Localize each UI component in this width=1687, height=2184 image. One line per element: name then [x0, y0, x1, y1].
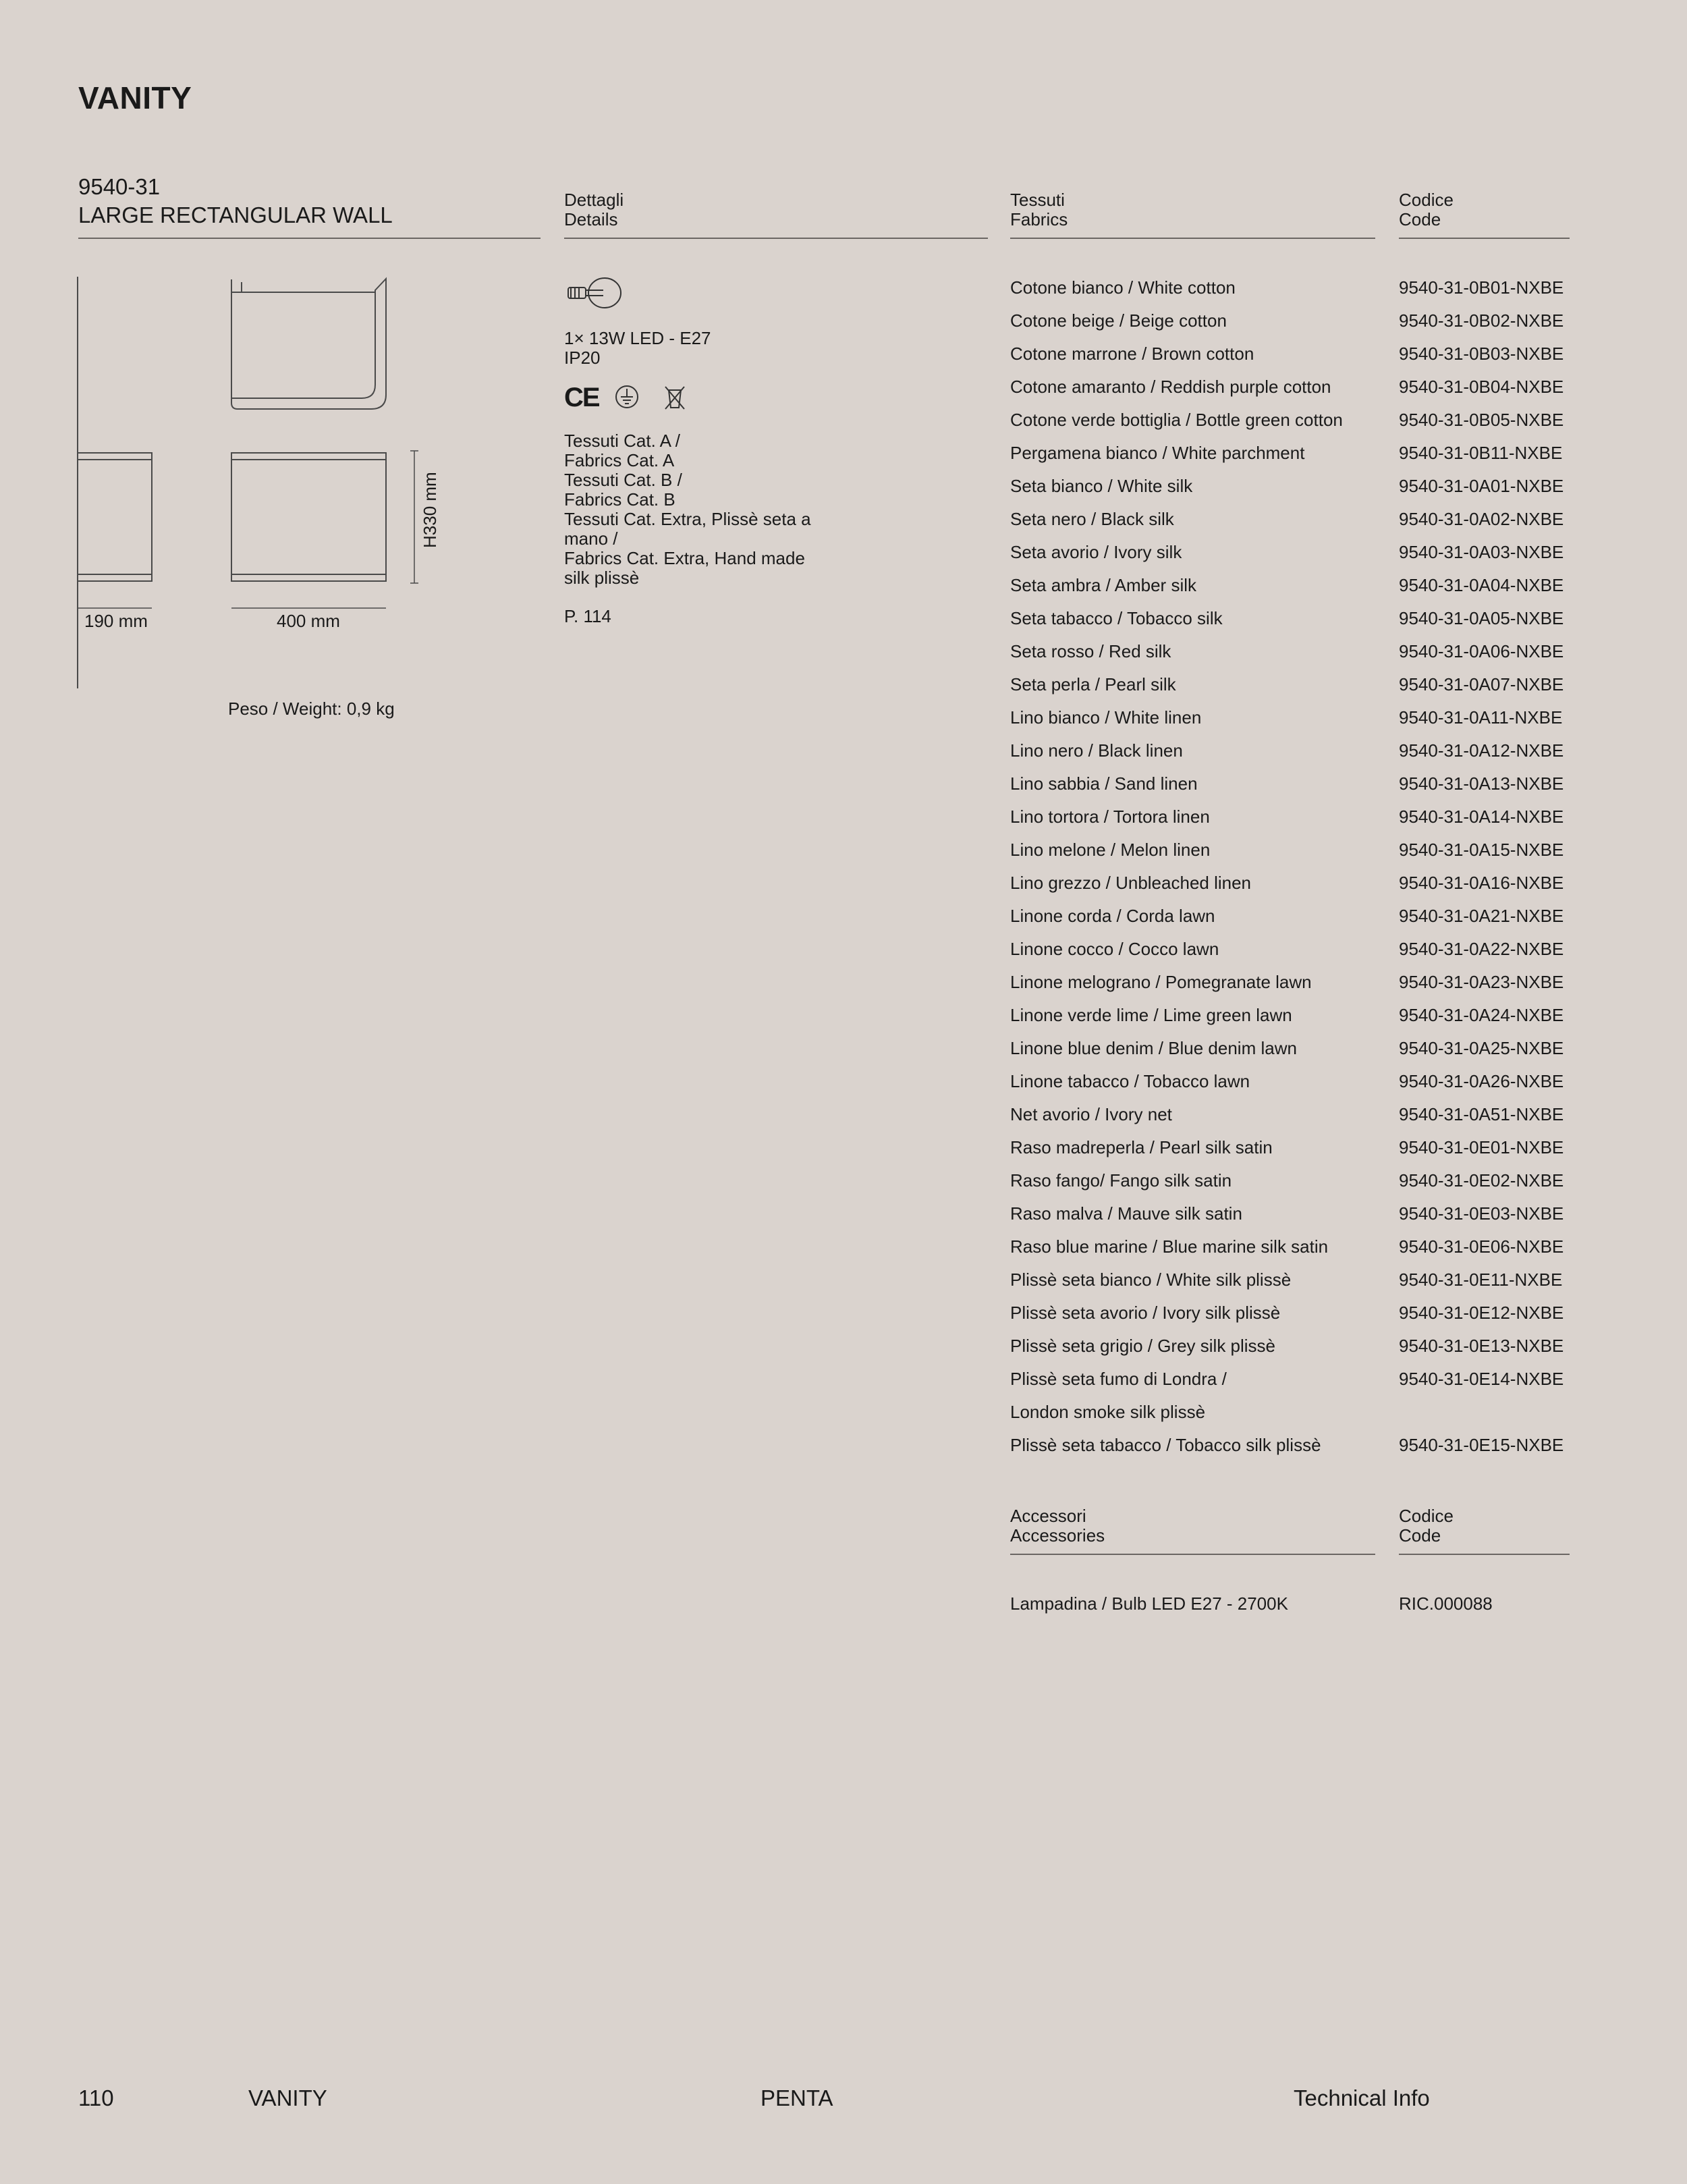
fabric-name: Seta nero / Black silk [1010, 509, 1174, 529]
fabric-code: 9540-31-0B05-NXBE [1399, 410, 1564, 430]
fabric-code: 9540-31-0A14-NXBE [1399, 807, 1564, 827]
fabric-name: Plissè seta fumo di Londra / [1010, 1369, 1227, 1389]
fabric-name: Net avorio / Ivory net [1010, 1104, 1172, 1124]
fabric-name: Lino grezzo / Unbleached linen [1010, 873, 1252, 893]
divider [1399, 1554, 1570, 1555]
fabric-code: 9540-31-0E06-NXBE [1399, 1236, 1564, 1257]
fabric-name: Raso blue marine / Blue marine silk satin [1010, 1236, 1329, 1257]
fabric-code: 9540-31-0E13-NXBE [1399, 1336, 1564, 1356]
height-dimension: H330 mm [420, 472, 440, 548]
fabric-code: 9540-31-0E15-NXBE [1399, 1435, 1564, 1455]
fabric-code: 9540-31-0A05-NXBE [1399, 608, 1564, 628]
fabric-code: 9540-31-0E14-NXBE [1399, 1369, 1564, 1389]
divider [1399, 238, 1570, 239]
fabric-code: 9540-31-0A23-NXBE [1399, 972, 1564, 992]
fabric-code: 9540-31-0B03-NXBE [1399, 344, 1564, 364]
accessories-header: Accessori Accessories [1010, 1506, 1105, 1546]
fabric-name: Pergamena bianco / White parchment [1010, 443, 1305, 463]
brand-title: VANITY [78, 80, 192, 115]
page-number: 110 [78, 2085, 114, 2110]
fabric-code: 9540-31-0A21-NXBE [1399, 906, 1564, 926]
fabric-name: Plissè seta avorio / Ivory silk plissè [1010, 1303, 1281, 1323]
fabric-name: Cotone beige / Beige cotton [1010, 310, 1227, 331]
accessory-name: Lampadina / Bulb LED E27 - 2700K [1010, 1593, 1288, 1614]
fabric-code: 9540-31-0E11-NXBE [1399, 1270, 1563, 1290]
fabric-code: 9540-31-0A12-NXBE [1399, 740, 1564, 761]
fabric-name: Raso madreperla / Pearl silk satin [1010, 1137, 1273, 1157]
fabric-categories: Tessuti Cat. A / Fabrics Cat. A Tessuti Cat. B / Fabrics Cat. B Tessuti Cat. Extra, Plissè seta a mano / Fabrics Cat. Extra, Hand made silk plissè [564, 431, 811, 588]
ground-icon [615, 385, 639, 409]
ce-mark-icon: CE [564, 383, 599, 412]
fabric-code: 9540-31-0A06-NXBE [1399, 641, 1564, 661]
bulb-icon [563, 275, 624, 309]
fabric-name: Raso fango/ Fango silk satin [1010, 1170, 1232, 1191]
model-code: 9540-31 [78, 174, 161, 199]
no-bin-icon [663, 385, 687, 410]
fabric-code: 9540-31-0A02-NXBE [1399, 509, 1564, 529]
fabric-code: 9540-31-0A22-NXBE [1399, 939, 1564, 959]
fabric-code: 9540-31-0A03-NXBE [1399, 542, 1564, 562]
fabric-code: 9540-31-0A01-NXBE [1399, 476, 1564, 496]
fabric-code: 9540-31-0A11-NXBE [1399, 707, 1563, 728]
fabric-code: 9540-31-0A04-NXBE [1399, 575, 1564, 595]
fabric-name: Seta rosso / Red silk [1010, 641, 1171, 661]
fabric-name: Lino sabbia / Sand linen [1010, 773, 1198, 794]
fabric-code: 9540-31-0E12-NXBE [1399, 1303, 1564, 1323]
fabric-name: Plissè seta bianco / White silk plissè [1010, 1270, 1292, 1290]
fabric-name: London smoke silk plissè [1010, 1402, 1206, 1422]
divider [1010, 238, 1375, 239]
fabric-name: Linone verde lime / Lime green lawn [1010, 1005, 1292, 1025]
fabric-code: 9540-31-0B02-NXBE [1399, 310, 1564, 331]
fabric-name: Seta tabacco / Tobacco silk [1010, 608, 1223, 628]
fabric-name: Linone blue denim / Blue denim lawn [1010, 1038, 1297, 1058]
details-header: Dettagli Details [564, 190, 624, 229]
fabric-code: 9540-31-0A13-NXBE [1399, 773, 1564, 794]
fabric-name: Lino tortora / Tortora linen [1010, 807, 1210, 827]
fabric-name: Plissè seta tabacco / Tobacco silk plissè [1010, 1435, 1321, 1455]
fabric-code: 9540-31-0B01-NXBE [1399, 277, 1564, 298]
fabric-code: 9540-31-0A07-NXBE [1399, 674, 1564, 694]
page-reference: P. 114 [564, 606, 611, 626]
fabric-name: Cotone marrone / Brown cotton [1010, 344, 1254, 364]
fabric-name: Lino melone / Melon linen [1010, 840, 1211, 860]
divider [1010, 1554, 1375, 1555]
depth-dimension: 190 mm [84, 611, 148, 631]
weight-label: Peso / Weight: 0,9 kg [228, 699, 395, 719]
model-name: LARGE RECTANGULAR WALL [78, 202, 393, 227]
divider [564, 238, 988, 239]
fabric-code: 9540-31-0A15-NXBE [1399, 840, 1564, 860]
fabric-name: Raso malva / Mauve silk satin [1010, 1203, 1242, 1224]
fabric-code: 9540-31-0A25-NXBE [1399, 1038, 1564, 1058]
fabric-name: Lino bianco / White linen [1010, 707, 1202, 728]
fabric-name: Linone cocco / Cocco lawn [1010, 939, 1219, 959]
footer-brand: PENTA [760, 2085, 833, 2110]
fabrics-header: Tessuti Fabrics [1010, 190, 1068, 229]
footer-collection: VANITY [248, 2085, 327, 2110]
product-drawing [0, 0, 472, 742]
code-header: Codice Code [1399, 190, 1454, 229]
fabric-name: Linone tabacco / Tobacco lawn [1010, 1071, 1250, 1091]
fabric-code: 9540-31-0A16-NXBE [1399, 873, 1564, 893]
fabric-code: 9540-31-0A24-NXBE [1399, 1005, 1564, 1025]
fabric-name: Cotone verde bottiglia / Bottle green cotton [1010, 410, 1343, 430]
width-dimension: 400 mm [277, 611, 340, 631]
accessories-code-header: Codice Code [1399, 1506, 1454, 1546]
accessory-code: RIC.000088 [1399, 1593, 1493, 1614]
fabric-code: 9540-31-0A51-NXBE [1399, 1104, 1564, 1124]
fabric-name: Seta bianco / White silk [1010, 476, 1193, 496]
fabric-code: 9540-31-0E03-NXBE [1399, 1203, 1564, 1224]
footer-section: Technical Info [1294, 2085, 1430, 2110]
fabric-name: Seta perla / Pearl silk [1010, 674, 1176, 694]
fabric-name: Lino nero / Black linen [1010, 740, 1183, 761]
fabric-name: Cotone bianco / White cotton [1010, 277, 1236, 298]
fabric-code: 9540-31-0E01-NXBE [1399, 1137, 1564, 1157]
fabric-code: 9540-31-0E02-NXBE [1399, 1170, 1564, 1191]
fabric-name: Linone melograno / Pomegranate lawn [1010, 972, 1312, 992]
fabric-name: Cotone amaranto / Reddish purple cotton [1010, 377, 1331, 397]
fabric-code: 9540-31-0B04-NXBE [1399, 377, 1564, 397]
fabric-name: Plissè seta grigio / Grey silk plissè [1010, 1336, 1276, 1356]
fabric-name: Seta ambra / Amber silk [1010, 575, 1196, 595]
fabric-name: Seta avorio / Ivory silk [1010, 542, 1182, 562]
power-spec: 1× 13W LED - E27 IP20 [564, 328, 711, 368]
fabric-code: 9540-31-0B11-NXBE [1399, 443, 1563, 463]
fabric-code: 9540-31-0A26-NXBE [1399, 1071, 1564, 1091]
fabric-name: Linone corda / Corda lawn [1010, 906, 1215, 926]
